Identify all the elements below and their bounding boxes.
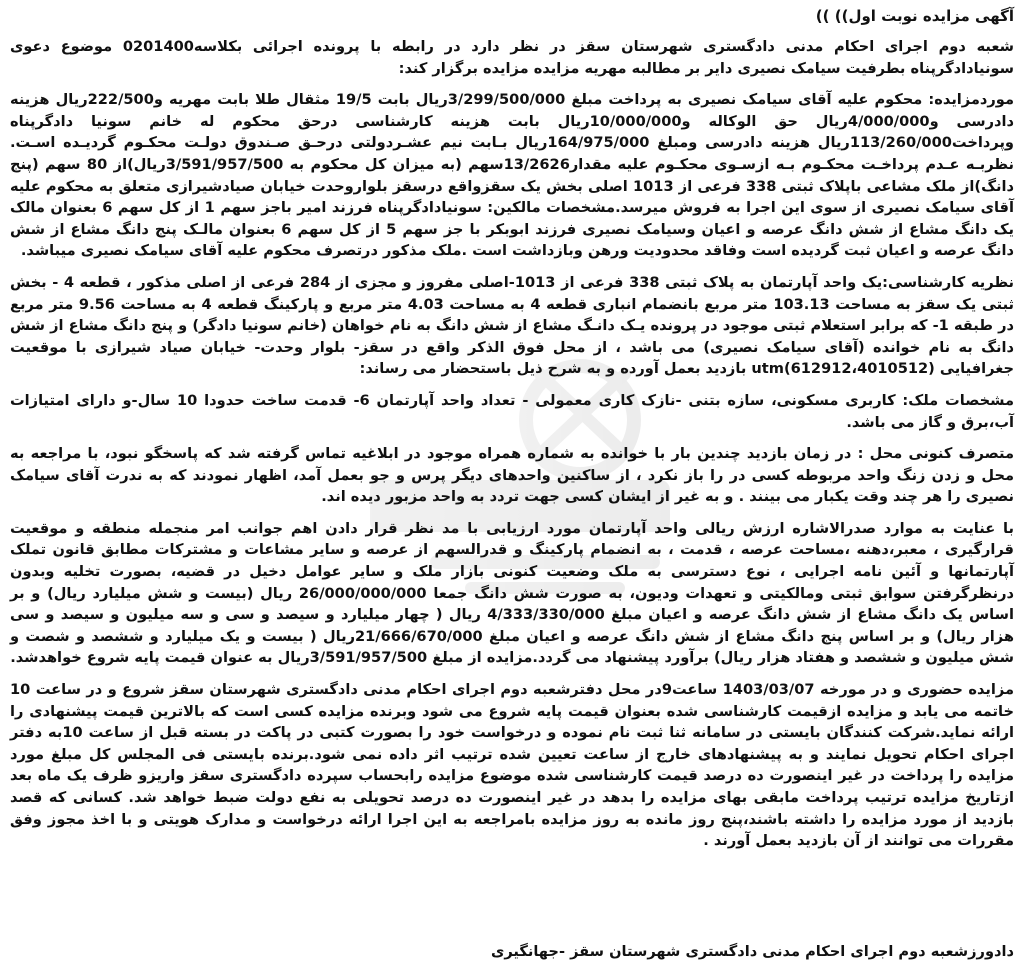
auction-notice (10, 6, 1014, 980)
signature-line: دادورزشعبه دوم اجرای احکام مدنی دادگستری شهرستان سقز -جهانگیری (490, 943, 1014, 960)
expert-opinion-paragraph: نظریه کارشناسی:یک واحد آپارتمان به پلاک ثبتی 338 فرعی از 1013-اصلی مفروز و مجزی از 284 فرعی از اصلی مذکور ، قطعه 4 - بخش ثبتی یک سقز به مساحت 103.13 متر مربع بانضمام انباری قطعه 4 به مساحت 4.03 متر مربع و پارکینگ قطعه 4 به مساحت 9.56 متر مربع در طبقه 1- که برابر استعلام ثبتی موجود در پرونده یـک دانـگ مشاع از شش دانگ به نام خواهان (خانم سونیا دادگر) و پنج دانگ مشاع از شش دانگ به نام خوانده (آقای سیامک نصیری) می باشد ، از محل فوق الذکر واقع در سقز- بلوار وحدت- خیابان صیاد شیرازی با موقعیت جغرافیایی utm(612912،4010512) بازدید بعمل آورده و به شرح ذیل باستحضار می رساند: (10, 273, 1015, 378)
property-paragraph: موردمزایده: محکوم علیه آقای سیامک نصیری به پرداخت مبلغ 3/299/500/000ریال بابت 19/5 مثقال طلا بابت مهریه و222/500ریال هزینه دادرسی و4/000/000ریال حق الوکاله و10/000/000ریال بابت هزینه کارشناسی درحق محکوم له خانم سونیا دادگرپناه وپرداخت113/260/000ریال هزینه دادرسی ومبلغ 164/975/000ریال بـابت نیم عشـردولتی درحـق صـندوق دولـت محکـوم گردیـده اسـت. نظربـه عـدم پرداخـت محکـوم بـه ازسـوی محکـوم علیه مقدار13/2626سهم (به میزان کل محکوم به 3/591/957/500ریال)از 80 سهم (پنج دانگ)از ملک مشاعی باپلاک ثبتی 338 فرعی از 1013 اصلی بخش یک سقزواقع درسقز بلواروحدت خیابان صیادشیرازی متعلق به محکوم علیه آقای سیامک نصیری از سوی این اجرا به فروش میرسد.مشخصات مالکین: سونیادادگرپناه فرزند امیر باجز سهم 1 از کل سهم 6 بعنوان مالک یک دانگ مشاع از شش دانگ عرصه و اعیان وسیامک نصیری فرزند ابوبکر با جز سهم 5 از کل سهم 6 بعنوان مالـک پنج دانگ مشاع از شش دانگ عرصه و اعیان ثبت گردیده است وفاقد محدودیت ورهن وبازداشت است .ملک مذکور درتصرف محکوم علیه آقای سیامک نصیری میباشد. (10, 91, 1014, 260)
auction-terms-paragraph: مزایده حضوری و در مورخه 1403/03/07 ساعت9در محل دفترشعبه دوم اجرای احکام مدنی دادگستری شهرستان سقز شروع و در ساعت 10 خاتمه می یابد و مزایده ازقیمت کارشناسی شده بعنوان قیمت پایه شروع می شود وبرنده مزایده کسی است که بالاترین قیمت پیشنهادی را ارائه نماید.شرکت کنندگان بایستی در سامانه ثنا ثبت نام نموده و درخواست خود را بصورت کتبی در پاکت در بسته قبل از ساعت 10به دفتر اجرای احکام تحویل نمایند و به پیشنهادهای خارج از ساعت تعیین شده ترتیب اثر داده نمی شود.برنده بایستی فی المجلس کل مبلغ مورد مزایده را پرداخت در غیر اینصورت ده درصد قیمت کارشناسی شده موضوع مزایده رابحساب سپرده دادگستری سقز واریزو ظرف یک ماه بعد ازتاریخ مزایده ترتیب پرداخت مابقی بهای مزایده را بدهد در غیر اینصورت ده درصد تحویلی به نفع دولت ضبط خواهد شد. کسانی که قصد بازدید از مورد مزایده را داشته باشند،پنج روز مانده به روز مزایده بامراجعه به این اجرا ارائه درخواست و مدارک هویتی و با اخذ مجوز وفق مقررات می توانند از آن بازدید بعمل آورند . (10, 681, 1014, 850)
notice-title: آگهی مزایده نوبت اول)) )) (815, 7, 1014, 25)
valuation-paragraph: با عنایت به موارد صدرالاشاره ارزش ریالی واحد آپارتمان مورد ارزیابی با مد نظر قرار دادن اهم جوانب امر منجمله منطقه و موقعیت قرارگیری ، معبر،دهنه ،مساحت عرصه ، قدمت ، به انضمام پارکینگ و قدرالسهم از عرصه و سایر مشاعات و مشترکات مطابق قانون تملک آپارتمانها و آئین نامه اجرایی ، نوع دسترسی به ملک وضعیت کنونی بازار ملک و سایر عوامل دخیل در قضیه، بصورت تخلیه وبدون درنظرگرفتن سوابق ثبتی ومالکیتی و تعهدات ودیون، به صورت شش دانگ جمعا 26/000/000/000 ریال (بیست و شش میلیارد ریال) و بر اساس یک دانگ مشاع از شش دانگ عرصه و اعیان مبلغ 4/333/330/000 ریال ( چهار میلیارد و سیصد و سی و سه میلیون و سیصد و سی هزار ریال) و بر اساس پنج دانگ مشاع از شش دانگ عرصه و اعیان مبلغ 21/666/670/000ریال ( بیست و یک میلیارد و ششصد و شصت و شش میلیون و ششصد و هفتاد هزار ریال) برآورد پیشنهاد می گردد.مزایده از مبلغ 3/591/957/500ریال به عنوان قیمت پایه شروع خواهدشد. (10, 519, 1014, 667)
occupant-paragraph: متصرف کنونی محل : در زمان بازدید چندین بار با خوانده به شماره همراه موجود در ابلاغیه تماس گرفته شد که پاسخگو نبود، با مراجعه به محل و زدن زنگ واحد مربوطه کسی در را باز نکرد ، از ساکنین واحدهای دیگر پرس و جو بعمل آمد، اظهار نمودند که به ندرت آقای سیامک نصیری را هر چند وقت یکبار می بینند . و به غیر از ایشان کسی جهت تردد به واحد مزبور دیده اند. (10, 445, 1014, 506)
property-specs-paragraph: مشخصات ملک: کاربری مسکونی، سازه بتنی -نازک کاری معمولی - تعداد واحد آپارتمان 6- قدمت ساخت حدودا 10 سال-و دارای امتیازات آب،برق و گاز می باشد. (10, 391, 1014, 431)
intro-paragraph: شعبه دوم اجرای احکام مدنی دادگستری شهرستان سقز در نظر دارد در رابطه با پرونده اجرائی بکلاسه0201400 موضوع دعوی سونیادادگرپناه بطرفیت سیامک نصیری دایر بر مطالبه مهریه مزایده مزایده برگزار کند: (10, 38, 1014, 77)
